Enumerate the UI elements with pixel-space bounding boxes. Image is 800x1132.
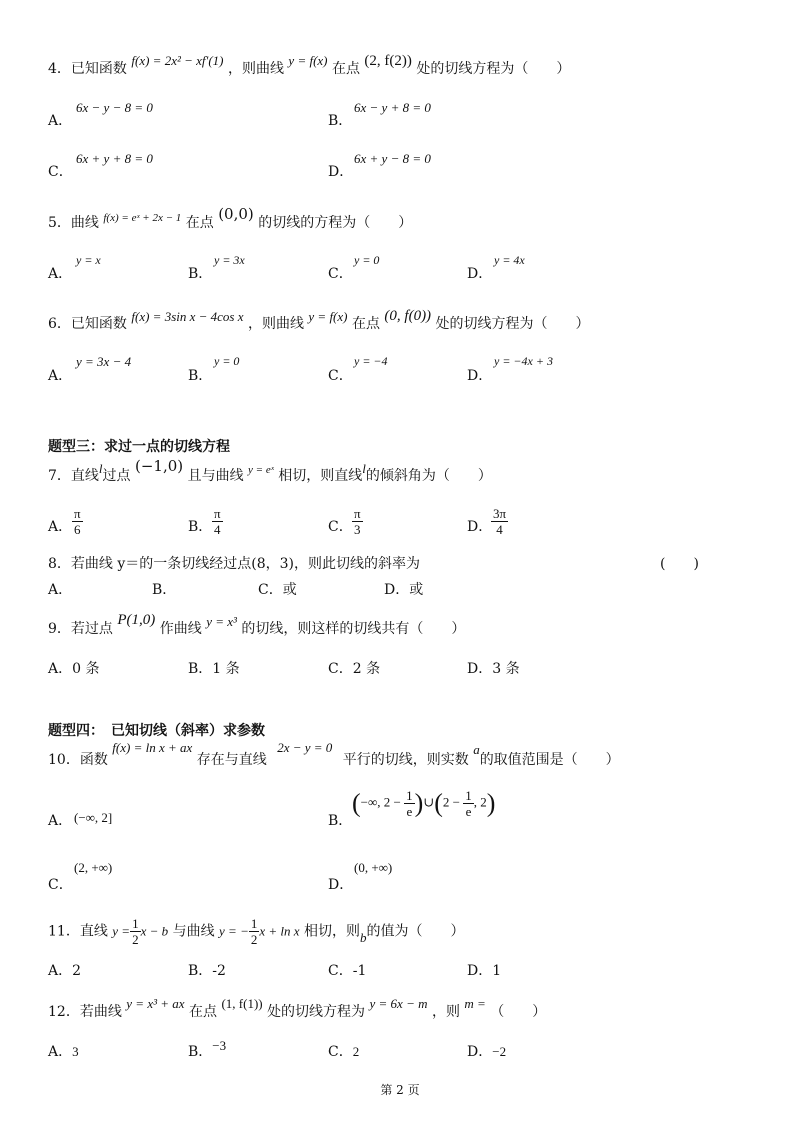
question-number: 10．函数	[48, 752, 108, 768]
option-letter: D．	[467, 1044, 493, 1060]
math-expr: y = x³	[206, 614, 237, 629]
question-7-stem	[48, 457, 492, 486]
stem-text: 在点	[189, 1004, 217, 1020]
option-fraction	[212, 506, 223, 537]
option-c: C．	[328, 519, 353, 535]
stem-text: 相切，则	[304, 923, 360, 940]
option-d: D．1	[467, 963, 502, 979]
fraction-denominator: 4	[214, 522, 221, 537]
option-d: D．	[467, 368, 493, 384]
stem-text: ，则曲线	[227, 61, 284, 77]
math-expr: f(x) = eˣ + 2x − 1	[103, 212, 182, 224]
stem-text: 直线	[70, 468, 99, 484]
section-heading: 题型四： 已知切线（斜率）求参数	[48, 723, 265, 739]
question-10-stem	[48, 740, 620, 769]
option-expr: y = 4x	[494, 253, 525, 267]
option-expr: y = 0	[354, 253, 380, 267]
stem-text: 曲线	[70, 215, 99, 231]
stem-text: 已知函数	[70, 61, 127, 77]
math-expr: f(x) = 3sin x − 4cos x	[131, 309, 244, 324]
question-number: 6．	[48, 316, 71, 332]
stem-text: 已知函数	[70, 316, 127, 332]
stem-text: 在点	[331, 61, 360, 77]
option-d: D．或	[384, 582, 424, 598]
option-b: B．	[152, 582, 177, 598]
question-number: 11．直线	[48, 923, 108, 940]
option-expr: y = −4x + 3	[494, 354, 553, 368]
option-a: A．	[48, 266, 73, 282]
option-d: D．	[328, 877, 354, 893]
answer-paren: ( )	[660, 556, 699, 572]
fraction-denominator: 4	[496, 522, 503, 537]
option-value: −3	[212, 1038, 227, 1053]
math-expr: (0, f(0))	[384, 308, 432, 324]
option-fraction	[352, 506, 363, 537]
math-expr: l	[98, 461, 103, 476]
fraction-numerator: π	[354, 506, 361, 521]
option-b: B．	[328, 813, 353, 829]
option-d	[467, 1043, 506, 1061]
stem-text: 的切线，则这样的切线共有（ ）	[241, 621, 466, 637]
math-expr: P(1,0)	[117, 612, 156, 628]
stem-text: 作曲线	[159, 621, 202, 637]
question-number: 7．	[48, 468, 71, 484]
expr-part: ∪	[423, 794, 435, 810]
stem-text: 处的切线方程为（ ）	[416, 61, 571, 77]
option-b	[188, 1038, 227, 1061]
fraction-denominator: 3	[354, 522, 361, 537]
math-expr: y = x³ + ax	[126, 996, 185, 1011]
stem-text: 若过点	[70, 621, 113, 637]
option-c: C．	[328, 266, 353, 282]
math-expr: m =	[464, 996, 486, 1011]
option-c: C．2 条	[328, 661, 381, 677]
question-11-stem	[48, 916, 465, 947]
option-expr: (−∞, 2 − $\frac{1}{e}$ )∪(2 − $\frac{1}{e}$ , 2)	[352, 788, 496, 819]
math-expr: x + ln x	[259, 923, 300, 939]
question-number: 5．	[48, 215, 71, 231]
page-number: 第 2 页	[380, 1083, 420, 1097]
option-d: D．	[467, 266, 493, 282]
math-expr: (2, f(2))	[364, 53, 412, 69]
stem-text: ，则曲线	[247, 316, 304, 332]
math-expr: f(x) = ln x + ax	[112, 740, 193, 755]
option-c: C．	[48, 877, 73, 893]
option-expr: y = 0	[214, 354, 240, 368]
option-expr: 6x − y − 8 = 0	[76, 100, 153, 115]
stem-text: 的值为（ ）	[366, 923, 465, 940]
fraction-numerator: 1	[132, 916, 139, 931]
option-expr: y = 3x	[214, 253, 245, 267]
option-expr: (2, +∞)	[74, 860, 113, 875]
fraction-denominator: 6	[74, 522, 81, 537]
math-expr: (−1,0)	[135, 457, 184, 475]
fraction-denominator: e	[406, 804, 413, 819]
expr-part: , 2	[473, 794, 487, 810]
math-expr: (1, f(1))	[221, 996, 263, 1011]
math-expr: a	[473, 742, 480, 757]
option-expr: 6x − y + 8 = 0	[354, 100, 431, 115]
stem-text: 的切线的方程为（ ）	[258, 215, 413, 231]
option-a	[48, 112, 72, 130]
option-c: C．或	[258, 582, 297, 598]
option-letter: B．	[188, 1044, 213, 1060]
option-letter: A．	[48, 113, 73, 129]
question-9-stem	[48, 612, 466, 638]
option-a: A．0 条	[48, 661, 100, 677]
stem-text: 相切，则直线	[278, 468, 363, 484]
stem-text: ，则	[431, 1004, 460, 1020]
option-c	[328, 1043, 359, 1061]
option-value: 2	[352, 1044, 360, 1059]
math-expr: x − b	[140, 923, 169, 939]
option-a: A．	[48, 582, 73, 598]
math-expr: 2x − y = 0	[277, 740, 333, 755]
option-d: D．	[467, 519, 493, 535]
option-a: A．	[48, 813, 73, 829]
stem-text: 处的切线方程为（ ）	[435, 316, 590, 332]
fraction-numerator: 1	[406, 788, 413, 803]
option-c: C．-1	[328, 963, 367, 979]
question-number: 4．	[48, 61, 71, 77]
option-expr: y = −4	[354, 354, 388, 368]
stem-text: 处的切线方程为	[267, 1004, 366, 1020]
option-d	[328, 163, 353, 181]
math-expr: y = eˣ	[248, 464, 274, 476]
question-5-stem	[48, 205, 413, 233]
math-expr: (0,0)	[218, 205, 254, 223]
math-expr: f(x) = 2x² − xf′(1)	[131, 53, 224, 68]
option-d: D．3 条	[467, 661, 520, 677]
option-a: A．2	[48, 963, 82, 979]
expr-part: −∞, 2 −	[360, 794, 401, 810]
question-number: 12．若曲线	[48, 1004, 122, 1020]
fraction-denominator: 2	[250, 932, 258, 947]
fraction-numerator: π	[74, 506, 81, 521]
option-expr: 6x + y − 8 = 0	[354, 151, 431, 166]
stem-text: 在点	[185, 215, 214, 231]
stem-text: 在点	[351, 316, 380, 332]
stem-text: 过点	[102, 468, 131, 484]
question-12-stem	[48, 996, 547, 1021]
option-letter: D．	[328, 164, 354, 180]
math-expr: y = f(x)	[308, 309, 348, 324]
option-expr: (0, +∞)	[354, 860, 393, 875]
math-expr: y = −	[219, 923, 249, 939]
question-6-stem	[48, 308, 590, 333]
option-expr: y = 3x − 4	[76, 354, 132, 369]
math-expr: y = f(x)	[288, 53, 328, 68]
section-heading: 题型三：求过一点的切线方程	[48, 439, 230, 455]
fraction-numerator: 3π	[493, 506, 507, 521]
option-fraction	[72, 506, 83, 537]
stem-text: （ ）	[490, 1004, 547, 1020]
option-c	[48, 163, 73, 181]
option-expr: 6x + y + 8 = 0	[76, 151, 153, 166]
option-expr: (−∞, 2]	[74, 810, 113, 825]
question-4-stem	[48, 53, 571, 78]
fraction-denominator: e	[465, 804, 472, 819]
stem-text: 平行的切线，则实数	[342, 752, 469, 768]
option-b: B．-2	[188, 963, 226, 979]
stem-text: 且与曲线	[187, 468, 244, 484]
option-b: B．	[188, 368, 213, 384]
option-a	[48, 1043, 79, 1061]
fraction-numerator: 1	[250, 916, 258, 931]
math-expr: l	[362, 461, 366, 476]
option-fraction	[491, 506, 508, 537]
stem-text: 的取值范围是（ ）	[479, 752, 620, 768]
option-value: 3	[72, 1044, 79, 1059]
math-expr: b	[360, 929, 367, 945]
fraction-denominator: 2	[132, 932, 139, 947]
option-a: A．	[48, 368, 73, 384]
option-b	[328, 112, 352, 130]
option-expr: y = x	[76, 253, 101, 267]
math-expr: y = 6x − m	[369, 996, 428, 1011]
fraction-numerator: 1	[465, 788, 472, 803]
option-value: −2	[492, 1044, 507, 1059]
fraction-numerator: π	[214, 506, 221, 521]
option-letter: A．	[48, 1044, 73, 1060]
option-b: B．	[188, 519, 213, 535]
option-letter: C．	[328, 1044, 353, 1060]
stem-text: 的倾斜角为（ ）	[365, 468, 492, 484]
option-letter: B．	[328, 113, 353, 129]
stem-text: 存在与直线	[196, 752, 267, 768]
expr-part: 2 −	[442, 794, 460, 810]
option-letter: C．	[48, 164, 73, 180]
option-a: A．	[48, 519, 73, 535]
question-8-stem: 8．若曲线 y＝的一条切线经过点(8，3)，则此切线的斜率为	[48, 556, 421, 572]
stem-text: 与曲线	[172, 923, 215, 940]
option-c: C．	[328, 368, 353, 384]
option-b: B．1 条	[188, 661, 240, 677]
option-b: B．	[188, 266, 213, 282]
question-number: 9．	[48, 621, 71, 637]
math-expr: y =	[112, 923, 131, 939]
